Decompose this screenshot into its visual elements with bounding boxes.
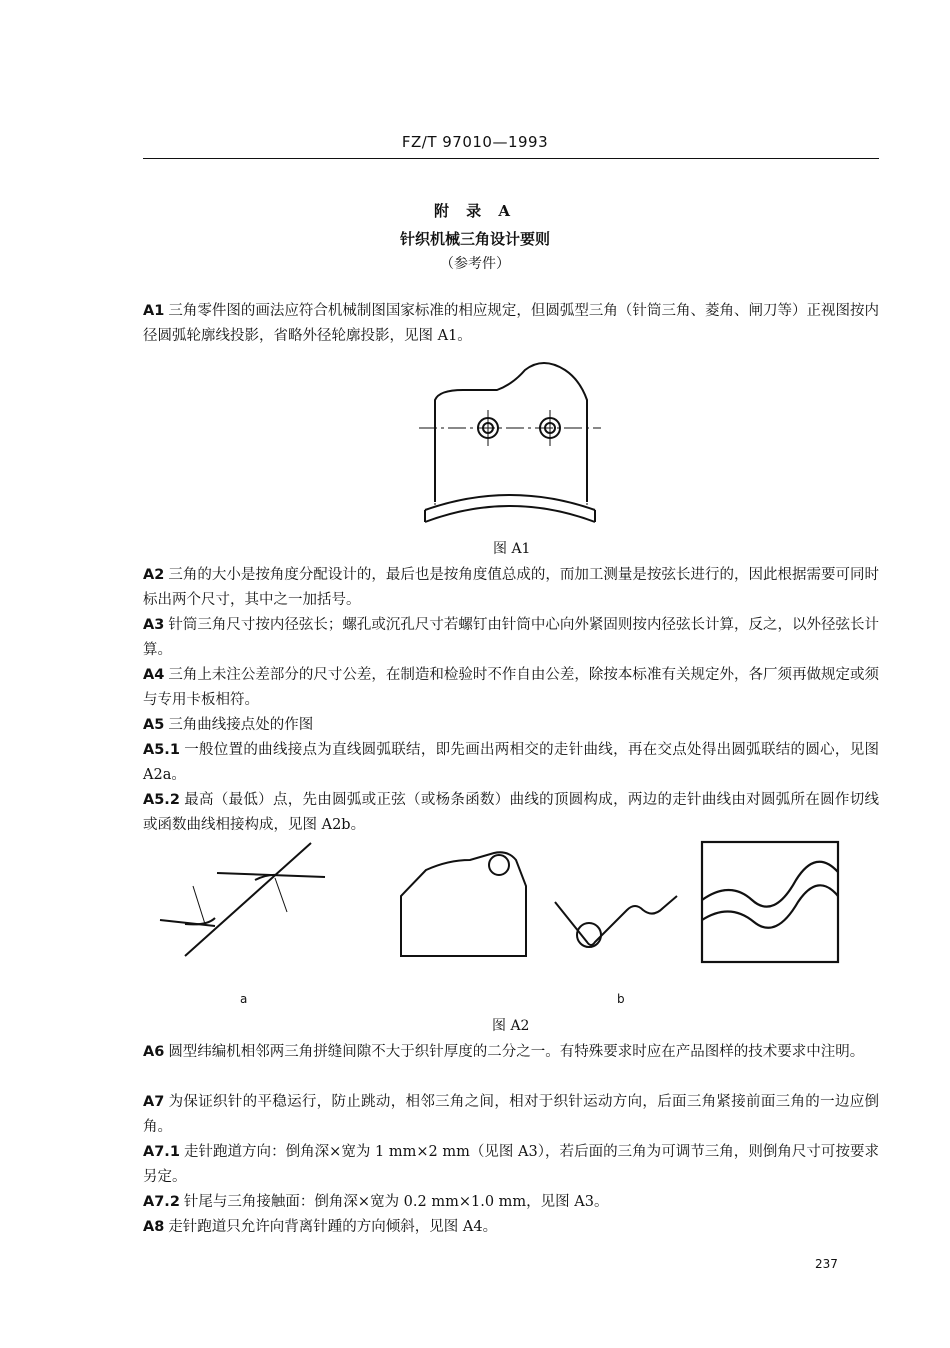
page-number: 237	[815, 1257, 838, 1271]
figure-a1-caption: 图 A1	[493, 541, 531, 557]
paragraph-a5-1: A5.1 一般位置的曲线接点为直线圆弧联结，即先画出两相交的走针曲线，再在交点处得出圆弧联结的圆心，见图 A2a。	[143, 742, 879, 783]
appendix-label: 附 录 A	[433, 202, 517, 220]
paragraph-a8: A8 走针跑道只允许向背离针踵的方向倾斜，见图 A4。	[143, 1219, 498, 1235]
header-rule	[143, 158, 879, 159]
appendix-title: 针织机械三角设计要则	[399, 230, 550, 248]
figure-a1-drawing	[415, 360, 605, 545]
paragraph-a6: A6 圆型纬编机相邻两三角拼缝间隙不大于织针厚度的二分之一。有特殊要求时应在产品图样的技术要求中注明。	[143, 1044, 865, 1060]
paragraph-a7-2: A7.2 针尾与三角接触面：倒角深×宽为 0.2 mm×1.0 mm，见图 A3。	[143, 1194, 609, 1210]
paragraph-a7-1: A7.1 走针跑道方向：倒角深×宽为 1 mm×2 mm（见图 A3），若后面的三角为可调节三角，则倒角尺寸可按要求另定。	[143, 1144, 879, 1185]
paragraph-a1: A1 三角零件图的画法应符合机械制图国家标准的相应规定，但圆弧型三角（针筒三角、菱角、闸刀等）正视图按内径圆弧轮廓线投影，省略外径轮廓投影，见图 A1。	[143, 303, 879, 344]
figure-a2b-vcurve-drawing	[553, 888, 683, 953]
paragraph-a5-2: A5.2 最高（最低）点，先由圆弧或正弦（或杨条函数）曲线的顶圆构成，两边的走针曲线由对圆弧所在圆作切线或函数曲线相接构成，见图 A2b。	[143, 792, 879, 833]
paragraph-a2: A2 三角的大小是按角度分配设计的，最后也是按角度值总成的，而加工测量是按弦长进行的，因此根据需要可同时标出两个尺寸，其中之一加括号。	[143, 567, 879, 608]
paragraph-a4: A4 三角上未注公差部分的尺寸公差，在制造和检验时不作自由公差，除按本标准有关规定外，各厂须再做规定或须与专用卡板相符。	[143, 667, 879, 708]
figure-a2-label-b: b	[617, 992, 625, 1006]
figure-a2a-drawing	[155, 840, 335, 960]
figure-a2-label-a: a	[240, 992, 248, 1006]
appendix-note: （参考件）	[440, 256, 510, 272]
header-standard-number: FZ/T 97010—1993	[401, 133, 549, 151]
paragraph-a3: A3 针筒三角尺寸按内径弦长；螺孔或沉孔尺寸若螺钉由针筒中心向外紧固则按内径弦长计算，反之，以外径弦长计算。	[143, 617, 879, 658]
paragraph-a5: A5 三角曲线接点处的作图	[143, 717, 314, 733]
paragraph-a7: A7 为保证织针的平稳运行，防止跳动，相邻三角之间，相对于织针运动方向，后面三角紧接前面三角的一边应倒角。	[143, 1094, 879, 1135]
figure-a2b-cam-drawing	[398, 848, 538, 960]
figure-a2-caption: 图 A2	[492, 1018, 530, 1034]
figure-a2b-wave-drawing	[700, 840, 842, 965]
